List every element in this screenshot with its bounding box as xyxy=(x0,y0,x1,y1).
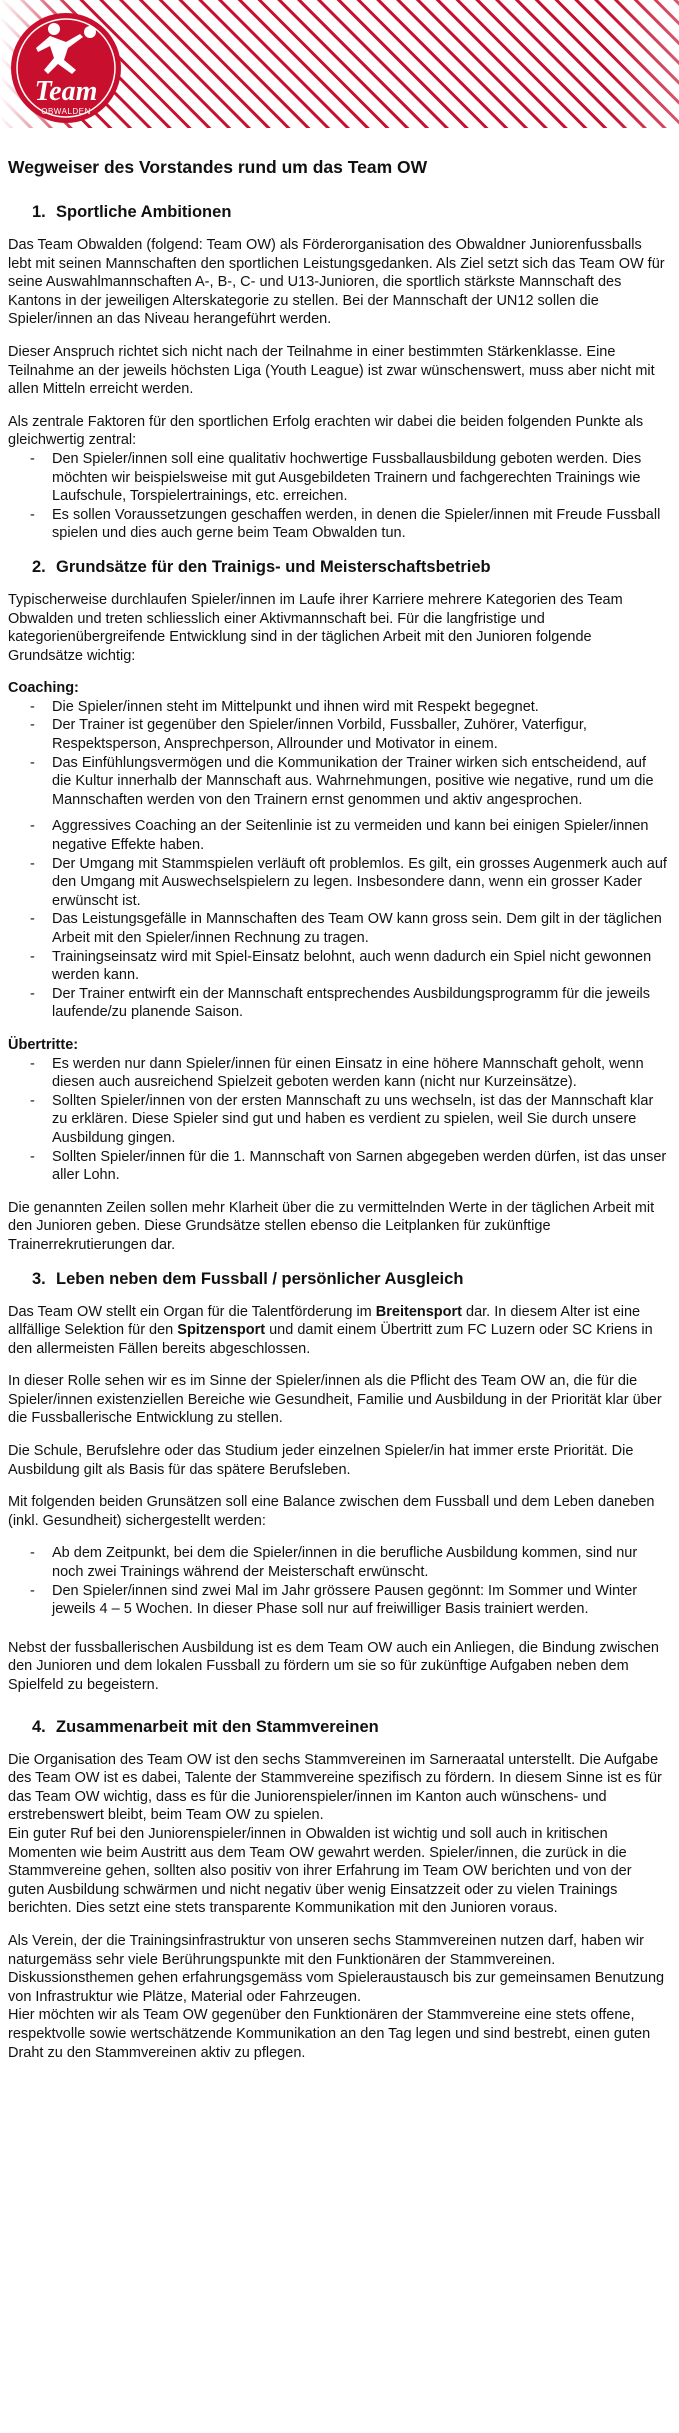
paragraph: Die Organisation des Team OW ist den sechs Stammvereinen im Sarneraatal unterstellt. Die Aufgabe des Team OW ist es dabei, Talente der Stammvereine spezifisch zu fördern. In diesem Sinne ist es für das Team OW wichtig, dass es für die Juniorenspieler/innen im Kanton auch wünschens- und erstrebenswert bleibt, beim Team OW zu spielen. xyxy=(8,1751,662,1824)
header-banner xyxy=(0,0,679,128)
logo-subtext: OBWALDEN xyxy=(41,107,91,116)
list-item: - Trainingseinsatz wird mit Spiel-Einsatz belohnt, auch wenn dadurch ein Spiel nicht gewonnen werden kann. xyxy=(8,948,667,985)
document-title: Wegweiser des Vorstandes rund um das Team OW xyxy=(8,157,428,177)
paragraph: Als Verein, der die Trainingsinfrastruktur von unseren sechs Stammvereinen nutzen darf, haben wir naturgemäss sehr viele Berührungspunkte mit den Funktionären der Stammvereinen. Diskussionsthemen gehen erfahrungsgemäss vom Spieleraustausch bis zur gemeinsamen Benutzung von Infrastruktur wie Plätze, Material oder Fahrzeugen. xyxy=(8,1932,665,2005)
bullet-list xyxy=(8,1055,667,1185)
section-heading-1: 1. Sportliche Ambitionen xyxy=(32,203,232,221)
list-item: - Der Umgang mit Stammspielen verläuft oft problemlos. Es gilt, ein grosses Augenmerk auch auf den Umgang mit Auswechselspielern zu legen. Insbesondere dann, wenn ein grosser Kader erwünscht ist. xyxy=(8,855,667,911)
list-item: - Die Spieler/innen steht im Mittelpunkt und ihnen wird mit Respekt begegnet. xyxy=(8,698,667,717)
paragraph: In dieser Rolle sehen wir es im Sinne der Spieler/innen als die Pflicht des Team OW an, die für die Spieler/innen existenziellen Bereiche wie Gesundheit, Familie und Ausbildung in der Priorität klar über die Fussballerische Entwicklung zu stellen. xyxy=(8,1373,662,1427)
bullet-list xyxy=(8,450,667,543)
paragraph: Ein guter Ruf bei den Juniorenspieler/innen in Obwalden ist wichtig und soll auch in kritischen Momenten wie beim Austritt aus dem Team OW gewahrt werden. Spieler/innen, die zurück in die Stammvereine gehen, sollten also positiv von ihrer Erfahrung im Team OW berichten und von der guten Ausbildung schwärmen und nicht negativ über wenig Einsatzzeit oder zu vielen Trainings berichten. Dies setzt eine stets transparente Kommunikation mit den Junioren voraus. xyxy=(8,1825,632,1917)
section-heading-2: 2. Grundsätze für den Trainigs- und Meisterschaftsbetrieb xyxy=(32,557,491,576)
paragraph: Das Team Obwalden (folgend: Team OW) als Förderorganisation des Obwaldner Juniorenfussballs lebt mit seinen Mannschaften den sportlichen Leistungsgedanken. Als Ziel setzt sich das Team OW für seine Auswahlmannschaften A-, B-, C- und U13-Junioren, die sportlich stärkste Mannschaft des Kantons in der jeweiligen Alterskategorie zu stellen. Bei der Mannschaft der UN12 sollen die Spieler/innen an das Niveau herangeführt werden. xyxy=(8,237,665,328)
team-logo xyxy=(10,12,122,124)
section-heading-3: 3. Leben neben dem Fussball / persönlicher Ausgleich xyxy=(32,1269,464,1288)
list-item: - Es sollen Voraussetzungen geschaffen werden, in denen die Spieler/innen mit Freude Fussball spielen und dies auch gerne beim Team Obwalden tun. xyxy=(8,506,667,543)
paragraph: Die genannten Zeilen sollen mehr Klarheit über die zu vermittelnden Werte in der täglichen Arbeit mit den Junioren geben. Diese Grundsätze stellen ebenso die Leitplanken für zukünftige Trainerrekrutierungen dar. xyxy=(8,1199,655,1253)
list-item: - Den Spieler/innen sind zwei Mal im Jahr grössere Pausen gegönnt: Im Sommer und Winter jeweils 4 – 5 Wochen. In dieser Phase soll nur auf freiwilliger Basis trainiert werden. xyxy=(8,1582,667,1619)
paragraph: Das Team OW stellt ein Organ für die Talentförderung im Breitensport dar. In diesem Alter ist eine allfällige Selektion für den Spitzensport und damit einem Übertritt zum FC Luzern oder SC Kriens in den allermeisten Fällen bereits abgeschlossen. xyxy=(8,1303,653,1357)
subheading-coaching: Coaching: xyxy=(8,680,79,697)
subheading-uebertritte: Übertritte: xyxy=(8,1036,79,1053)
document-body xyxy=(0,156,679,2062)
paragraph: Nebst der fussballerischen Ausbildung ist es dem Team OW auch ein Anliegen, die Bindung zwischen den Junioren und dem lokalen Fussball zu fördern um sie so für zukünftige Aufgaben neben dem Spielfeld zu begeistern. xyxy=(8,1639,659,1693)
bullet-list xyxy=(8,1544,667,1618)
paragraph: Als zentrale Faktoren für den sportlichen Erfolg erachten wir dabei die beiden folgenden Punkte als gleichwertig zentral: xyxy=(8,413,644,449)
list-item: - Ab dem Zeitpunkt, bei dem die Spieler/innen in die berufliche Ausbildung kommen, sind nur noch zwei Trainings während der Meisterschaft erwünscht. xyxy=(8,1544,667,1581)
list-item: - Aggressives Coaching an der Seitenlinie ist zu vermeiden und kann bei einigen Spieler/innen negative Effekte haben. xyxy=(8,817,667,854)
paragraph: Dieser Anspruch richtet sich nicht nach der Teilnahme in einer bestimmten Stärkenklasse. Eine Teilnahme an der jeweils höchsten Liga (Youth League) ist zwar wünschenswert, muss aber nicht mit allen Mitteln erreicht werden. xyxy=(8,343,655,398)
list-item: - Den Spieler/innen soll eine qualitativ hochwertige Fussballausbildung geboten werden. Dies möchten wir beispielsweise mit gut Ausgebildeten Trainern und fachgerechten Trainings wie Laufschule, Torspielertrainings, etc. erreichen. xyxy=(8,450,667,506)
paragraph: Die Schule, Berufslehre oder das Studium jeder einzelnen Spieler/in hat immer erste Priorität. Die Ausbildung gilt als Basis für das spätere Berufsleben. xyxy=(8,1443,634,1478)
paragraph: Typischerweise durchlaufen Spieler/innen im Laufe ihrer Karriere mehrere Kategorien des Team Obwalden und treten schliesslich einer Aktivmannschaft bei. Für die langfristige und kategorienübergreifende Entwicklung sind in der täglichen Arbeit mit den Junioren folgende Grundsätze wichtig: xyxy=(8,591,623,664)
list-item: - Sollten Spieler/innen für die 1. Mannschaft von Sarnen abgegeben werden dürfen, ist das unser aller Lohn. xyxy=(8,1148,667,1185)
section-heading-4: 4. Zusammenarbeit mit den Stammvereinen xyxy=(32,1717,379,1736)
logo-wordmark: Team xyxy=(34,76,98,107)
list-item: - Sollten Spieler/innen von der ersten Mannschaft zu uns wechseln, ist das der Mannschaft klar zu erklären. Diese Spieler sind gut und haben es verdient zu spielen, weil Sie durch unsere Ausbildung gingen. xyxy=(8,1092,667,1148)
list-item: - Das Einfühlungsvermögen und die Kommunikation der Trainer wirken sich entscheidend, auf die Kultur innerhalb der Mannschaft aus. Wahrnehmungen, positive wie negative, rund um die Mannschaften werden von den Trainern ernst genommen und aktiv angesprochen. xyxy=(8,754,667,810)
paragraph: Hier möchten wir als Team OW gegenüber den Funktionären der Stammvereine eine stets offene, respektvolle sowie wertschätzende Kommunikation an den Tag legen und sind bestrebt, einen guten Draht zu den Stammvereinen aktiv zu pflegen. xyxy=(8,2007,651,2061)
paragraph: Mit folgenden beiden Grunsätzen soll eine Balance zwischen dem Fussball und dem Leben daneben (inkl. Gesundheit) sichergestellt werden: xyxy=(8,1494,655,1529)
list-item: - Es werden nur dann Spieler/innen für einen Einsatz in eine höhere Mannschaft geholt, wenn diesen auch ausreichend Spielzeit geboten werden kann (nicht nur Kurzeinsätze). xyxy=(8,1055,667,1092)
list-item: - Der Trainer entwirft ein der Mannschaft entsprechendes Ausbildungsprogramm für die jeweils laufende/zu planende Saison. xyxy=(8,985,667,1022)
list-item: - Der Trainer ist gegenüber den Spieler/innen Vorbild, Fussballer, Zuhörer, Vaterfigur, Respektsperson, Ansprechperson, Allrounder und Motivator in einem. xyxy=(8,716,667,753)
bullet-list xyxy=(8,698,667,1022)
list-item: - Das Leistungsgefälle in Mannschaften des Team OW kann gross sein. Dem gilt in der täglichen Arbeit mit den Spieler/innen Rechnung zu tragen. xyxy=(8,910,667,947)
